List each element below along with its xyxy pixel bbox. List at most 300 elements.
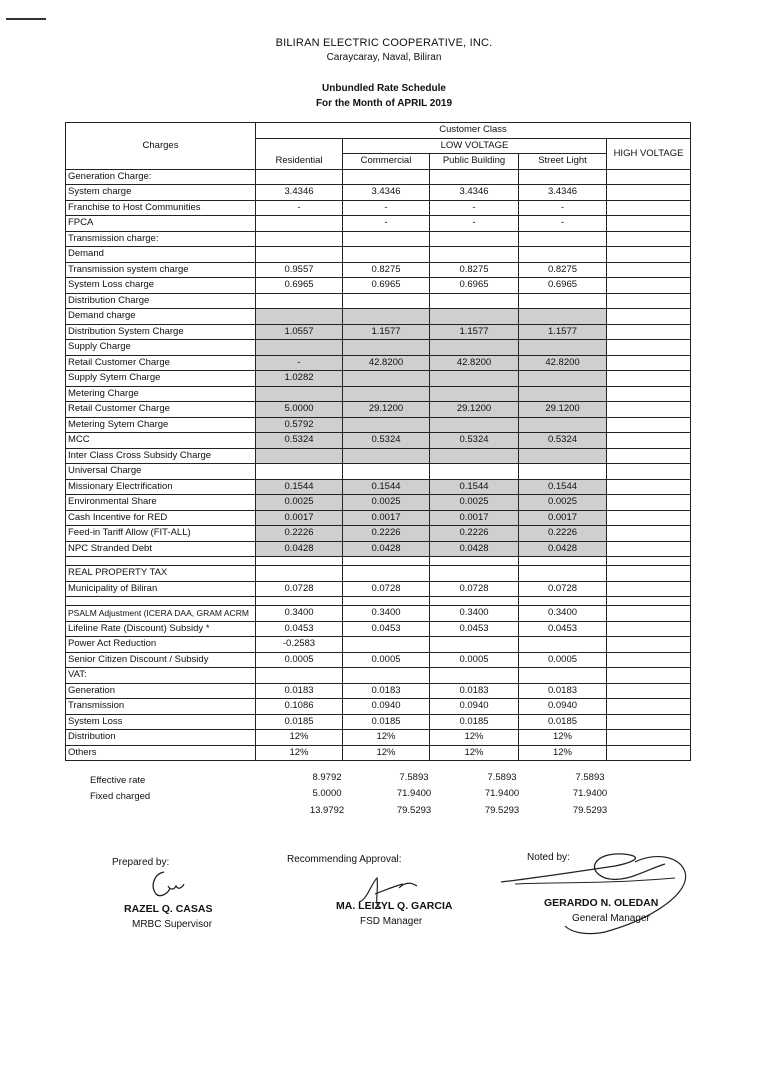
rate-cell	[256, 340, 343, 356]
rate-cell: 12%	[343, 730, 430, 746]
rate-cell: 0.2226	[343, 526, 430, 542]
rate-cell	[343, 448, 430, 464]
rate-cell: 0.3400	[430, 606, 519, 622]
noted-signature-icon	[495, 848, 695, 938]
rate-cell: -0.2583	[256, 637, 343, 653]
rate-cell	[607, 324, 691, 340]
rate-cell	[343, 371, 430, 387]
rate-cell	[519, 231, 607, 247]
charge-label: Municipality of Biliran	[66, 581, 256, 597]
rate-cell: -	[256, 355, 343, 371]
document-period: For the Month of APRIL 2019	[315, 98, 453, 109]
rate-cell	[607, 340, 691, 356]
prepared-by-caption: Prepared by:	[112, 857, 170, 868]
rate-cell	[607, 668, 691, 684]
street-light-header: Street Light	[519, 154, 607, 170]
charge-label: Retail Customer Charge	[66, 355, 256, 371]
rate-cell: 0.3400	[343, 606, 430, 622]
rate-cell: 0.0017	[256, 510, 343, 526]
charge-label: Generation Charge:	[66, 169, 256, 185]
charge-label: Senior Citizen Discount / Subsidy	[66, 652, 256, 668]
table-row	[66, 324, 691, 340]
rate-cell: 0.0185	[430, 714, 519, 730]
charge-label	[66, 597, 256, 606]
charge-label: System charge	[66, 185, 256, 201]
rate-cell: -	[256, 200, 343, 216]
rate-cell	[519, 417, 607, 433]
rate-cell	[519, 637, 607, 653]
rate-cell: 0.1544	[519, 479, 607, 495]
prepared-by-title: MRBC Supervisor	[132, 919, 213, 930]
rate-cell: 0.3400	[519, 606, 607, 622]
charge-label: NPC Stranded Debt	[66, 541, 256, 557]
rate-cell	[607, 247, 691, 263]
recommending-title: FSD Manager	[360, 916, 423, 927]
rate-cell: 0.1086	[256, 699, 343, 715]
summary-value: 5.0000	[312, 788, 342, 799]
organization-name: BILIRAN ELECTRIC COOPERATIVE, INC.	[275, 37, 493, 49]
document-title: Unbundled Rate Schedule	[322, 83, 446, 94]
rate-cell	[256, 566, 343, 582]
rate-cell: 1.0282	[256, 371, 343, 387]
rate-cell: 0.0940	[343, 699, 430, 715]
rate-cell: 0.0025	[430, 495, 519, 511]
rate-cell: 0.0183	[343, 683, 430, 699]
rate-cell	[607, 541, 691, 557]
rate-cell: 0.6965	[430, 278, 519, 294]
rate-cell: 0.1544	[343, 479, 430, 495]
rate-cell	[607, 479, 691, 495]
rate-cell	[430, 293, 519, 309]
rate-cell: 0.0428	[430, 541, 519, 557]
rate-cell: 0.1544	[430, 479, 519, 495]
rate-cell	[607, 637, 691, 653]
table-row	[66, 278, 691, 294]
rate-cell: 0.0185	[256, 714, 343, 730]
rate-cell: 12%	[430, 745, 519, 761]
table-row	[66, 262, 691, 278]
rate-cell	[343, 309, 430, 325]
summary-label: Fixed charged	[90, 791, 151, 802]
prepared-signature-icon	[146, 868, 186, 902]
rate-cell: 0.0025	[256, 495, 343, 511]
rate-cell	[607, 495, 691, 511]
rate-cell	[343, 464, 430, 480]
rate-cell: 0.0428	[519, 541, 607, 557]
table-row	[66, 566, 691, 582]
rate-cell	[343, 247, 430, 263]
rate-cell: 3.4346	[430, 185, 519, 201]
rate-cell	[430, 386, 519, 402]
rate-cell	[256, 309, 343, 325]
rate-cell: 0.5792	[256, 417, 343, 433]
rate-cell	[607, 355, 691, 371]
rate-cell: 42.8200	[519, 355, 607, 371]
rate-cell: 12%	[519, 745, 607, 761]
charge-label: Metering Charge	[66, 386, 256, 402]
rate-cell: 0.0017	[430, 510, 519, 526]
rate-cell	[607, 169, 691, 185]
rate-cell: -	[430, 216, 519, 232]
table-row	[66, 200, 691, 216]
table-row	[66, 526, 691, 542]
rate-cell: 0.8275	[343, 262, 430, 278]
rate-cell	[343, 386, 430, 402]
commercial-header: Commercial	[343, 154, 430, 170]
rate-cell	[607, 200, 691, 216]
summary-value: 71.9400	[572, 788, 608, 799]
table-row	[66, 402, 691, 418]
rate-cell	[607, 402, 691, 418]
rate-cell: 0.0183	[430, 683, 519, 699]
rate-cell	[607, 621, 691, 637]
rate-cell	[343, 566, 430, 582]
charge-label: System Loss	[66, 714, 256, 730]
rate-cell: 1.1577	[343, 324, 430, 340]
rate-cell: 0.0728	[519, 581, 607, 597]
rate-cell	[607, 566, 691, 582]
rate-cell	[607, 262, 691, 278]
charge-label	[66, 557, 256, 566]
rate-cell: 0.0453	[430, 621, 519, 637]
rate-cell	[519, 309, 607, 325]
table-row	[66, 247, 691, 263]
charge-label: Distribution Charge	[66, 293, 256, 309]
rate-cell	[519, 247, 607, 263]
rate-cell: 0.5324	[343, 433, 430, 449]
charge-label: Supply Sytem Charge	[66, 371, 256, 387]
rate-cell	[607, 293, 691, 309]
rate-cell: -	[519, 200, 607, 216]
rate-cell	[519, 386, 607, 402]
rate-cell	[343, 597, 430, 606]
rate-cell	[343, 293, 430, 309]
rate-cell	[430, 169, 519, 185]
rate-cell: -	[519, 216, 607, 232]
charge-label: Metering Sytem Charge	[66, 417, 256, 433]
table-row	[66, 293, 691, 309]
summary-value: 71.9400	[484, 788, 520, 799]
rate-cell: 0.0453	[256, 621, 343, 637]
rate-cell	[519, 464, 607, 480]
summary-value: 79.5293	[396, 805, 432, 816]
rate-cell	[607, 581, 691, 597]
summary-value: 71.9400	[396, 788, 432, 799]
rate-cell	[607, 185, 691, 201]
table-row	[66, 479, 691, 495]
table-row	[66, 448, 691, 464]
table-row	[66, 309, 691, 325]
rate-cell	[607, 386, 691, 402]
charge-label: Distribution System Charge	[66, 324, 256, 340]
rate-cell	[343, 637, 430, 653]
rate-cell: 3.4346	[519, 185, 607, 201]
rate-cell	[256, 464, 343, 480]
rate-cell: 0.3400	[256, 606, 343, 622]
rate-cell	[430, 371, 519, 387]
rate-cell: 12%	[256, 730, 343, 746]
table-row	[66, 637, 691, 653]
rate-cell	[256, 386, 343, 402]
rate-cell: 0.0728	[430, 581, 519, 597]
table-row	[66, 581, 691, 597]
rate-cell: 42.8200	[343, 355, 430, 371]
rate-cell	[519, 169, 607, 185]
rate-cell	[607, 371, 691, 387]
margin-mark	[6, 18, 46, 20]
rate-cell: 0.9557	[256, 262, 343, 278]
rate-cell	[430, 668, 519, 684]
rate-cell	[607, 745, 691, 761]
rate-cell	[519, 566, 607, 582]
table-row	[66, 464, 691, 480]
charge-label: Missionary Electrification	[66, 479, 256, 495]
table-row	[66, 557, 691, 566]
rate-cell: 0.8275	[430, 262, 519, 278]
table-row	[66, 745, 691, 761]
rate-cell	[256, 597, 343, 606]
rate-cell	[343, 557, 430, 566]
customer-class-header: Customer Class	[256, 123, 691, 139]
rate-cell: 0.2226	[256, 526, 343, 542]
table-row	[66, 699, 691, 715]
rate-cell	[519, 668, 607, 684]
rate-cell	[607, 216, 691, 232]
rate-cell	[256, 169, 343, 185]
rate-cell	[343, 169, 430, 185]
table-row	[66, 433, 691, 449]
charge-label: Lifeline Rate (Discount) Subsidy *	[66, 621, 256, 637]
rate-cell: 0.0453	[343, 621, 430, 637]
rate-cell	[430, 340, 519, 356]
table-row	[66, 185, 691, 201]
rate-cell	[607, 309, 691, 325]
charge-label: Universal Charge	[66, 464, 256, 480]
charge-label: Power Act Reduction	[66, 637, 256, 653]
rate-cell	[343, 231, 430, 247]
summary-value: 8.9792	[312, 772, 342, 783]
charge-label: Environmental Share	[66, 495, 256, 511]
charge-label: Supply Charge	[66, 340, 256, 356]
summary-label: Effective rate	[90, 775, 146, 786]
rate-cell: 0.0017	[343, 510, 430, 526]
table-row	[66, 495, 691, 511]
rate-cell	[607, 652, 691, 668]
rate-cell	[256, 448, 343, 464]
rate-cell: 3.4346	[256, 185, 343, 201]
rate-cell: 0.0428	[343, 541, 430, 557]
rate-cell	[430, 448, 519, 464]
rate-cell	[519, 448, 607, 464]
rate-rows	[66, 169, 691, 761]
rate-cell	[607, 417, 691, 433]
rate-cell	[256, 668, 343, 684]
rate-schedule-table	[65, 122, 691, 761]
recommending-name: MA. LEIZYL Q. GARCIA	[336, 900, 453, 912]
rate-cell: 29.1200	[430, 402, 519, 418]
rate-cell: -	[343, 216, 430, 232]
rate-cell: 1.1577	[430, 324, 519, 340]
noted-by-caption: Noted by:	[527, 852, 570, 863]
charge-label: REAL PROPERTY TAX	[66, 566, 256, 582]
rate-cell: 0.0728	[256, 581, 343, 597]
rate-cell	[519, 293, 607, 309]
public-building-header: Public Building	[430, 154, 519, 170]
rate-cell	[256, 557, 343, 566]
rate-cell: 0.6965	[519, 278, 607, 294]
charge-label: Transmission	[66, 699, 256, 715]
rate-cell	[519, 597, 607, 606]
table-row	[66, 340, 691, 356]
charge-label: System Loss charge	[66, 278, 256, 294]
table-row	[66, 606, 691, 622]
rate-cell: 0.0017	[519, 510, 607, 526]
rate-cell	[607, 448, 691, 464]
charge-label: Transmission system charge	[66, 262, 256, 278]
rate-cell	[430, 247, 519, 263]
rate-cell	[607, 597, 691, 606]
rate-cell: 0.0005	[343, 652, 430, 668]
rate-cell: 5.0000	[256, 402, 343, 418]
rate-cell: 0.0005	[256, 652, 343, 668]
low-voltage-header: LOW VOLTAGE	[343, 138, 607, 154]
summary-value: 79.5293	[484, 805, 520, 816]
rate-cell: 29.1200	[343, 402, 430, 418]
table-row	[66, 597, 691, 606]
charge-label: Generation	[66, 683, 256, 699]
rate-cell: 0.0183	[519, 683, 607, 699]
rate-cell	[607, 526, 691, 542]
charge-label: Franchise to Host Communities	[66, 200, 256, 216]
table-row	[66, 541, 691, 557]
rate-cell: 0.0183	[256, 683, 343, 699]
rate-cell: 0.0940	[430, 699, 519, 715]
recommending-approval-caption: Recommending Approval:	[287, 854, 402, 865]
rate-cell	[607, 464, 691, 480]
charge-label: FPCA	[66, 216, 256, 232]
rate-cell: 0.2226	[519, 526, 607, 542]
rate-cell: 0.5324	[256, 433, 343, 449]
organization-address: Caraycaray, Naval, Biliran	[326, 52, 442, 63]
high-voltage-header: HIGH VOLTAGE	[607, 138, 691, 169]
summary-value: 7.5893	[399, 772, 429, 783]
noted-by-name: GERARDO N. OLEDAN	[544, 897, 659, 909]
rate-cell	[256, 216, 343, 232]
rate-cell: 1.0557	[256, 324, 343, 340]
rate-cell: 0.6965	[343, 278, 430, 294]
rate-cell: 0.5324	[430, 433, 519, 449]
summary-value: 13.9792	[309, 805, 345, 816]
table-row	[66, 510, 691, 526]
rate-cell	[343, 417, 430, 433]
charge-label: Feed-in Tariff Allow (FIT-ALL)	[66, 526, 256, 542]
table-row	[66, 386, 691, 402]
rate-cell	[430, 309, 519, 325]
rate-cell	[607, 683, 691, 699]
rate-cell	[607, 433, 691, 449]
charge-label: Distribution	[66, 730, 256, 746]
rate-cell	[607, 557, 691, 566]
rate-cell	[256, 293, 343, 309]
rate-cell	[343, 668, 430, 684]
rate-cell	[607, 278, 691, 294]
rate-cell: 29.1200	[519, 402, 607, 418]
charge-label: MCC	[66, 433, 256, 449]
rate-cell	[256, 231, 343, 247]
rate-cell	[430, 417, 519, 433]
rate-cell	[519, 557, 607, 566]
rate-cell: 0.0025	[343, 495, 430, 511]
table-row	[66, 216, 691, 232]
rate-cell: 0.0185	[343, 714, 430, 730]
table-row	[66, 683, 691, 699]
rate-cell	[430, 597, 519, 606]
rate-cell: 0.8275	[519, 262, 607, 278]
rate-cell	[607, 714, 691, 730]
rate-cell: 0.0453	[519, 621, 607, 637]
rate-cell: 12%	[519, 730, 607, 746]
rate-cell	[607, 730, 691, 746]
rate-cell	[519, 340, 607, 356]
rate-cell	[430, 464, 519, 480]
rate-cell	[430, 566, 519, 582]
rate-cell: 3.4346	[343, 185, 430, 201]
rate-cell: 12%	[256, 745, 343, 761]
rate-cell: 0.5324	[519, 433, 607, 449]
charge-label: Cash Incentive for RED	[66, 510, 256, 526]
table-row	[66, 355, 691, 371]
table-row	[66, 652, 691, 668]
rate-cell: 0.6965	[256, 278, 343, 294]
rate-cell	[430, 231, 519, 247]
rate-cell	[343, 340, 430, 356]
rate-cell	[607, 606, 691, 622]
table-row	[66, 371, 691, 387]
table-row	[66, 730, 691, 746]
charges-header: Charges	[66, 123, 256, 170]
residential-header: Residential	[256, 154, 343, 170]
rate-cell: 0.0185	[519, 714, 607, 730]
rate-cell	[256, 247, 343, 263]
summary-value: 7.5893	[575, 772, 605, 783]
table-row	[66, 621, 691, 637]
table-row	[66, 417, 691, 433]
charge-label: Others	[66, 745, 256, 761]
table-row	[66, 668, 691, 684]
rate-cell	[607, 699, 691, 715]
rate-cell: -	[343, 200, 430, 216]
rate-cell	[519, 371, 607, 387]
summary-value: 79.5293	[572, 805, 608, 816]
charge-label: Transmission charge:	[66, 231, 256, 247]
rate-cell: 0.0728	[343, 581, 430, 597]
rate-cell	[607, 510, 691, 526]
rate-cell: 0.0940	[519, 699, 607, 715]
rate-cell: 12%	[430, 730, 519, 746]
rate-cell: -	[430, 200, 519, 216]
charge-label: Demand charge	[66, 309, 256, 325]
rate-cell: 0.1544	[256, 479, 343, 495]
charge-label: VAT:	[66, 668, 256, 684]
rate-cell	[430, 637, 519, 653]
charge-label: PSALM Adjustment (ICERA DAA, GRAM ACRM	[66, 606, 256, 622]
rate-cell: 0.0428	[256, 541, 343, 557]
rate-cell: 0.0005	[430, 652, 519, 668]
rate-cell: 0.0025	[519, 495, 607, 511]
table-row	[66, 714, 691, 730]
charge-label: Retail Customer Charge	[66, 402, 256, 418]
charge-label: Demand	[66, 247, 256, 263]
